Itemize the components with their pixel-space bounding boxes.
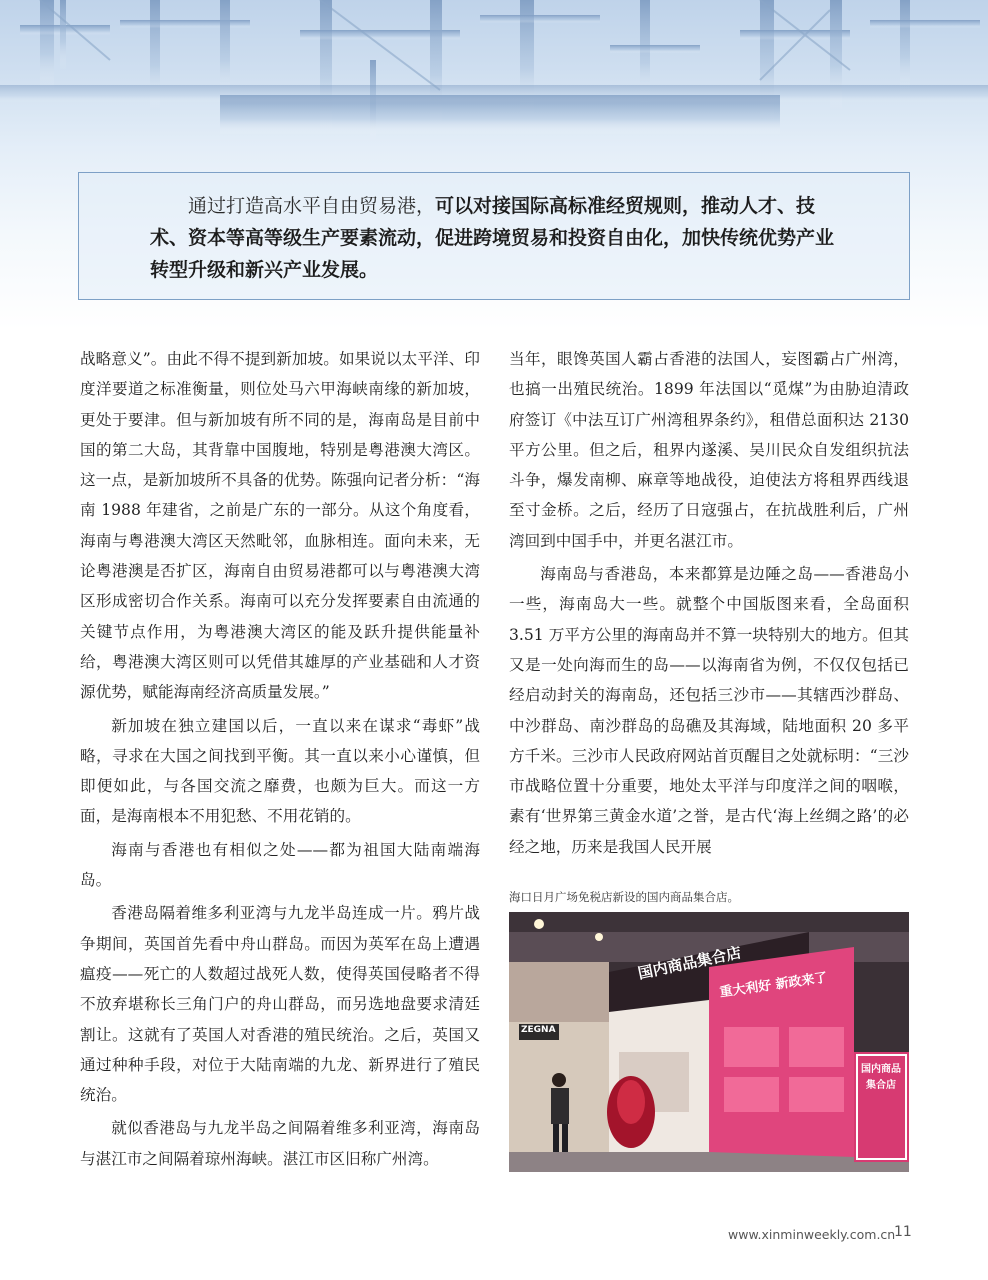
right-paragraph-2: 海南岛与香港岛，本来都算是边陲之岛——香港岛小一些，海南岛大一些。就整个中国版图来看，全岛面积 3.51 万平方公里的海南岛并不算一块特别大的地方。但其又是一处向海而生的岛——以海南省为例，不仅仅包括已经启动封关的海南岛，还包括三沙市——其辖西沙群岛、中沙群岛、南沙群岛的岛礁及其海域，陆地面积 20 多平方千米。三沙市人民政府网站首页醒目之处就标明：“三沙市战略位置十分重要，地处太平洋与印度洋之间的咽喉，素有‘世界第三黄金水道’之誉，是古代‘海上丝绸之路’的必经之地，历来是我国人民开展 bbox=[509, 565, 909, 856]
pull-quote-lead: 通过打造高水平自由贸易港， bbox=[188, 195, 436, 217]
right-column bbox=[509, 344, 909, 865]
left-paragraph-5: 就似香港岛与九龙半岛之间隔着维多利亚湾，海南岛与湛江市之间隔着琼州海峡。湛江市区旧称广州湾。 bbox=[80, 1119, 480, 1168]
left-paragraph-4: 香港岛隔着维多利亚湾与九龙半岛连成一片。鸦片战争期间，英国首先看中舟山群岛。而因为英军在岛上遭遇瘟疫——死亡的人数超过战死人数，使得英国侵略者不得不放弃堪称长三角门户的舟山群岛，而另选地盘要求清廷割让。这就有了英国人对香港的殖民统治。之后，英国又通过种种手段，对位于大陆南端的九龙、新界进行了殖民统治。 bbox=[80, 904, 480, 1105]
brand-text: ZEGNA bbox=[521, 1025, 556, 1035]
website-url: www.xinminweekly.com.cn bbox=[728, 1227, 896, 1242]
store-sign-text: 国内商品集合店 bbox=[636, 943, 743, 983]
left-paragraph-2: 新加坡在独立建国以后，一直以来在谋求“毒虾”战略，寻求在大国之间找到平衡。其一直以来小心谨慎，但即便如此，与各国交流之靡费，也颇为巨大。而这一方面，是海南根本不用犯愁、不用花销的。 bbox=[80, 716, 480, 826]
poster-headline: 重大利好 新政来了 bbox=[718, 970, 829, 1001]
pull-quote bbox=[150, 190, 850, 286]
standee-text: 国内商品集合店 bbox=[861, 1064, 901, 1091]
right-paragraph-1: 当年，眼馋英国人霸占香港的法国人，妄图霸占广州湾，也搞一出殖民统治。1899 年法国以“觅煤”为由胁迫清政府签订《中法互订广州湾租界条约》，租借总面积达 2130 平方公里。但之后，租界内遂溪、吴川民众自发组织抗法斗争，爆发南柳、麻章等地战役，迫使法方将租界西线退至寸金桥。之后，经历了日寇强占，在抗战胜利后，广州湾回到中国手中，并更名湛江市。 bbox=[509, 350, 909, 550]
left-paragraph-1: 战略意义”。由此不得不提到新加坡。如果说以太平洋、印度洋要道之标准衡量，则位处马六甲海峡南缘的新加坡，更处于要津。但与新加坡有所不同的是，海南岛是目前中国的第二大岛，其背靠中国腹地，特别是粤港澳大湾区。这一点，是新加坡所不具备的优势。陈强向记者分析：“海南 1988 年建省，之前是广东的一部分。从这个角度看，海南与粤港澳大湾区天然毗邻，血脉相连。面向未来，无论粤港澳是否扩区，海南自由贸易港都可以与粤港澳大湾区形成密切合作关系。海南可以充分发挥要素自由流通的关键节点作用，为粤港澳大湾区的能及跃升提供能量补给，粤港澳大湾区则可以凭借其雄厚的产业基础和人才资源优势，赋能海南经济高质量发展。” bbox=[80, 350, 480, 702]
photo-caption: 海口日月广场免税店新设的国内商品集合店。 bbox=[509, 890, 739, 904]
left-column bbox=[80, 344, 480, 1177]
page-number: 11 bbox=[894, 1224, 912, 1240]
left-paragraph-3: 海南与香港也有相似之处——都为祖国大陆南端海岛。 bbox=[80, 840, 480, 890]
pull-quote-rest: 可以对接国际高标准经贸规则，推动人才、技术、资本等高等级生产要素流动，促进跨境贸易和投资自由化，加快传统优势产业转型升级和新兴产业发展。 bbox=[150, 195, 835, 281]
store-photo bbox=[509, 912, 909, 1172]
